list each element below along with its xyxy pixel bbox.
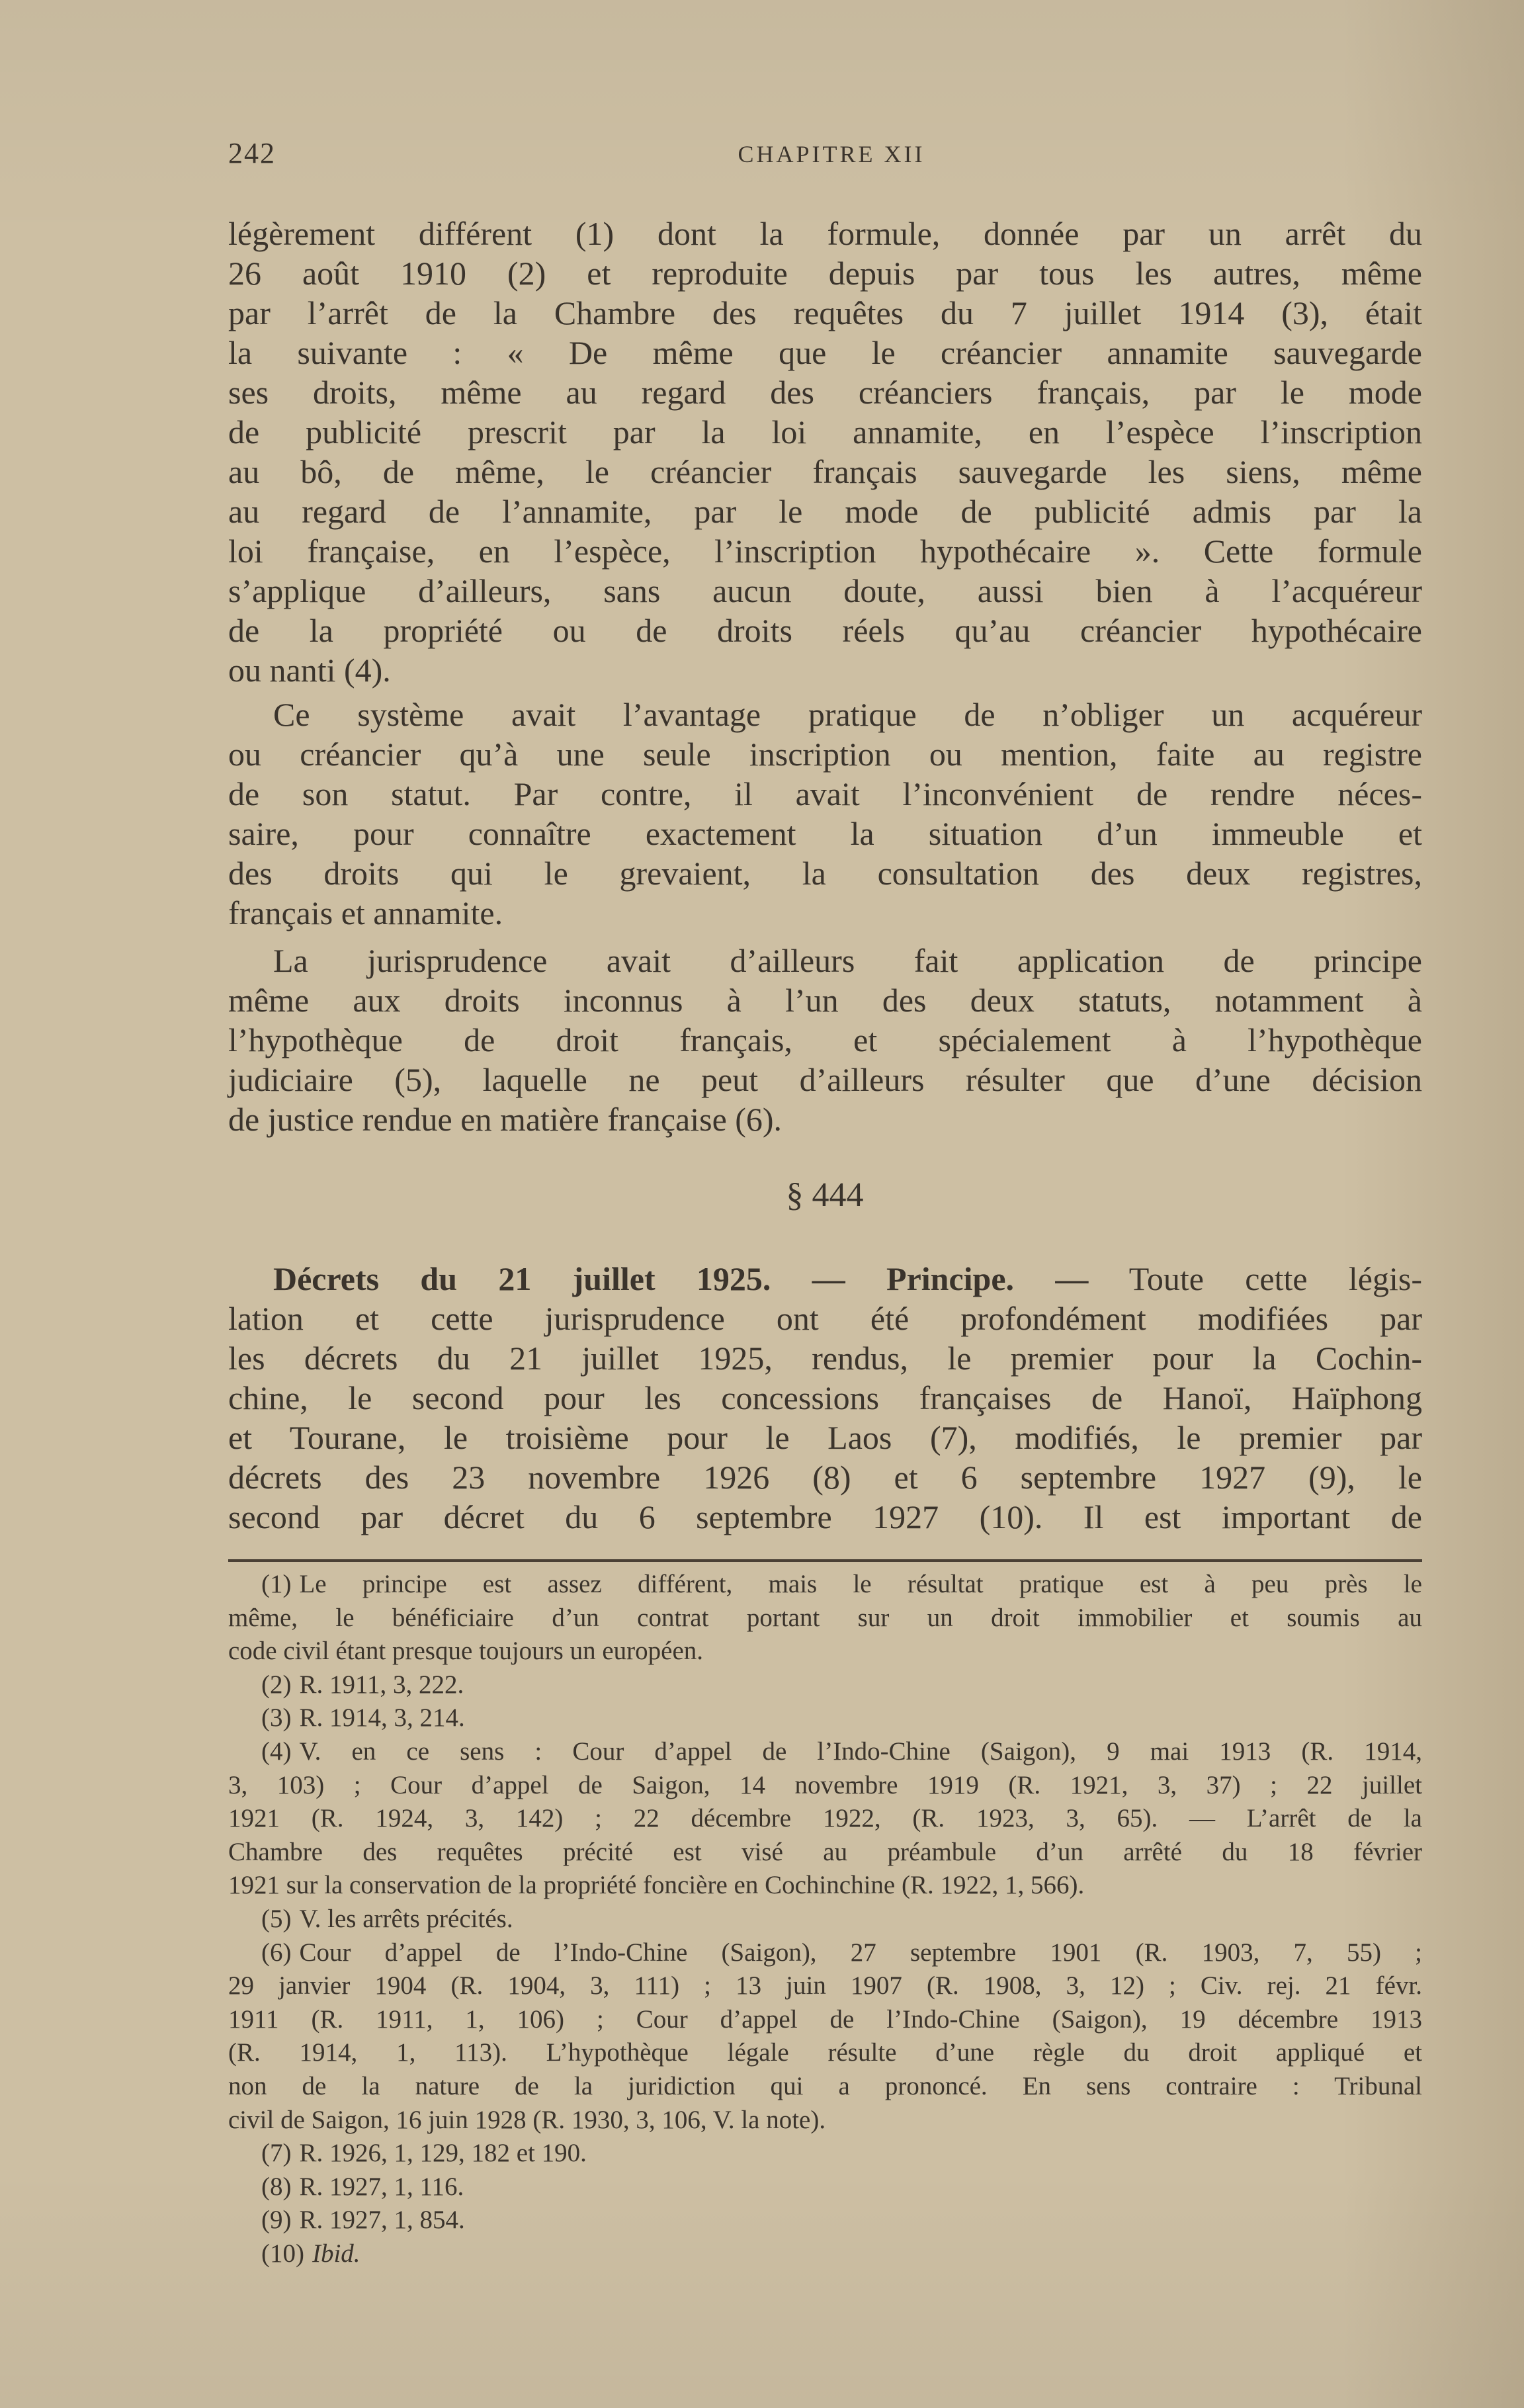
footnote-line — [228, 1903, 1422, 1936]
footnote-number: (5) — [261, 1904, 292, 1933]
footnote-number: (2) — [261, 1670, 292, 1699]
text-line: de son statut. Par contre, il avait l’inconvénient de rendre néces- — [228, 775, 1422, 812]
text-line: saire, pour connaître exactement la situation d’un immeuble et — [228, 815, 1422, 852]
footnote-text: non de la nature de la juridiction qui a prononcé. En sens contraire : Tribunal — [228, 2071, 1422, 2100]
footnote-text: R. 1914, 3, 214. — [299, 1703, 465, 1733]
text-line: ou créancier qu’à une seule inscription ou mention, faite au registre — [228, 736, 1422, 773]
paragraph — [228, 941, 1422, 1139]
text-line: chine, le second pour les concessions françaises de Hanoï, Haïphong — [228, 1379, 1422, 1416]
footnote-text: 1911 (R. 1911, 1, 106) ; Cour d’appel de l’Indo-Chine (Saigon), 19 décembre 1913 — [228, 2004, 1422, 2034]
footnote-text: 1921 sur la conservation de la propriété foncière en Cochinchine (R. 1922, 1, 566). — [228, 1871, 1085, 1900]
footnote-text: Le principe est assez différent, mais le résultat pratique est à peu près le — [299, 1570, 1422, 1598]
footnote-line — [228, 2171, 1422, 2204]
footnote-text: (R. 1914, 1, 113). L’hypothèque légale résulte d’une règle du droit appliqué et — [228, 2038, 1422, 2067]
footnote-text: Ibid. — [312, 2239, 360, 2268]
footnote-line — [228, 1836, 1422, 1870]
text-line: 26 août 1910 (2) et reproduite depuis par tous les autres, même — [228, 255, 1422, 292]
footnote-line — [228, 2003, 1422, 2037]
footnote-line — [228, 1735, 1422, 1769]
text-line — [228, 1259, 1422, 1299]
footnote-line — [228, 2036, 1422, 2070]
footnote-text: Chambre des requêtes précité est visé au préambule d’un arrêté du 18 février — [228, 1837, 1422, 1866]
footnote-text: 29 janvier 1904 (R. 1904, 3, 111) ; 13 juin 1907 (R. 1908, 3, 12) ; Civ. rej. 21 févr. — [228, 1971, 1422, 2000]
footnote-number: (10) — [261, 2239, 304, 2268]
footnote-line — [228, 1668, 1422, 1702]
text-line: même aux droits inconnus à l’un des deux statuts, notamment à — [228, 982, 1422, 1019]
footnote-number: (4) — [261, 1737, 292, 1766]
text-line: judiciaire (5), laquelle ne peut d’ailleurs résulter que d’une décision — [228, 1061, 1422, 1098]
text-line: lation et cette jurisprudence ont été profondément modifiées par — [228, 1300, 1422, 1337]
footnote-text: 3, 103) ; Cour d’appel de Saigon, 14 novembre 1919 (R. 1921, 3, 37) ; 22 juillet — [228, 1770, 1422, 1799]
text-line: par l’arrêt de la Chambre des requêtes du 7 juillet 1914 (3), était — [228, 294, 1422, 331]
footnote-number: (7) — [261, 2139, 292, 2168]
footnote-divider — [228, 1559, 1422, 1562]
text-line: légèrement différent (1) dont la formule, donnée par un arrêt du — [228, 215, 1422, 252]
footnote-text: V. en ce sens : Cour d’appel de l’Indo-Chine (Saigon), 9 mai 1913 (R. 1914, — [299, 1737, 1422, 1766]
footnote-line — [228, 1635, 1422, 1668]
text-line: la suivante : « De même que le créancier annamite sauvegarde — [228, 334, 1422, 371]
text-line: ses droits, même au regard des créanciers français, par le mode — [228, 374, 1422, 411]
footnote-line — [228, 1602, 1422, 1635]
footnote-text: V. les arrêts précités. — [299, 1904, 513, 1933]
text-line: s’applique d’ailleurs, sans aucun doute, aussi bien à l’acquéreur — [228, 572, 1422, 609]
footnote-line — [228, 1936, 1422, 1970]
paragraph — [228, 695, 1422, 933]
page-number: 242 — [228, 137, 276, 169]
footnote-text: R. 1926, 1, 129, 182 et 190. — [299, 2139, 587, 2168]
footnote-text: code civil étant presque toujours un européen. — [228, 1637, 704, 1666]
footnote-line — [228, 2204, 1422, 2237]
text-line: des droits qui le grevaient, la consultation des deux registres, — [228, 855, 1422, 892]
footnote-text: R. 1927, 1, 854. — [299, 2206, 465, 2235]
text-line: et Tourane, le troisième pour le Laos (7), modifiés, le premier par — [228, 1419, 1422, 1456]
paragraph — [228, 214, 1422, 690]
text-line: au bô, de même, le créancier français sauvegarde les siens, même — [228, 453, 1422, 490]
footnote-number: (1) — [261, 1570, 292, 1598]
footnote-line — [228, 2137, 1422, 2171]
text-line: Ce système avait l’avantage pratique de n’obliger un acquéreur — [273, 696, 1422, 733]
footnote-text: 1921 (R. 1924, 3, 142) ; 22 décembre 1922, (R. 1923, 3, 65). — L’arrêt de la — [228, 1804, 1422, 1833]
text-line: de la propriété ou de droits réels qu’au créancier hypothécaire — [228, 612, 1422, 649]
footnote-text: R. 1911, 3, 222. — [299, 1670, 464, 1699]
text-line: au regard de l’annamite, par le mode de publicité admis par la — [228, 493, 1422, 530]
section-title: Décrets du 21 juillet 1925. — Principe. — — [273, 1260, 1089, 1297]
text-line: loi française, en l’espèce, l’inscription hypothécaire ». Cette formule — [228, 533, 1422, 570]
footnote-text: R. 1927, 1, 116. — [299, 2172, 464, 2201]
text-line: second par décret du 6 septembre 1927 (10). Il est important de — [228, 1498, 1422, 1535]
footnote-line — [228, 2237, 1422, 2271]
footnote-line — [228, 1869, 1422, 1903]
footnote-line — [228, 1969, 1422, 2003]
text-line: l’hypothèque de droit français, et spécialement à l’hypothèque — [228, 1021, 1422, 1058]
section-paragraph — [228, 1259, 1422, 1537]
footnote-line — [228, 2070, 1422, 2104]
text-line: La jurisprudence avait d’ailleurs fait application de principe — [273, 942, 1422, 979]
footnote-text: Cour d’appel de l’Indo-Chine (Saigon), 27 septembre 1901 (R. 1903, 7, 55) ; — [299, 1938, 1422, 1967]
footnotes — [228, 1568, 1422, 2270]
text-line: ou nanti (4). — [228, 652, 391, 689]
footnote-number: (6) — [261, 1938, 292, 1967]
text-line: décrets des 23 novembre 1926 (8) et 6 septembre 1927 (9), le — [228, 1459, 1422, 1496]
footnote-number: (8) — [261, 2172, 292, 2201]
section-heading: § 444 — [786, 1176, 864, 1214]
footnote-number: (9) — [261, 2206, 292, 2235]
text-span: Toute cette légis- — [1128, 1260, 1422, 1297]
text-line: les décrets du 21 juillet 1925, rendus, le premier pour la Cochin- — [228, 1340, 1422, 1377]
footnote-line — [228, 1769, 1422, 1803]
running-title: CHAPITRE XII — [738, 141, 925, 167]
footnote-text: civil de Saigon, 16 juin 1928 (R. 1930, 3, 106, V. la note). — [228, 2105, 826, 2134]
footnote-line — [228, 1802, 1422, 1836]
footnote-line — [228, 1701, 1422, 1735]
footnote-text: même, le bénéficiaire d’un contrat portant sur un droit immobilier et soumis au — [228, 1603, 1422, 1632]
text-line: de justice rendue en matière française (6). — [228, 1101, 783, 1138]
footnote-line — [228, 2104, 1422, 2137]
footnote-number: (3) — [261, 1703, 292, 1733]
text-line: de publicité prescrit par la loi annamite, en l’espèce l’inscription — [228, 413, 1422, 451]
footnote-line — [228, 1568, 1422, 1602]
text-line: français et annamite. — [228, 894, 503, 931]
